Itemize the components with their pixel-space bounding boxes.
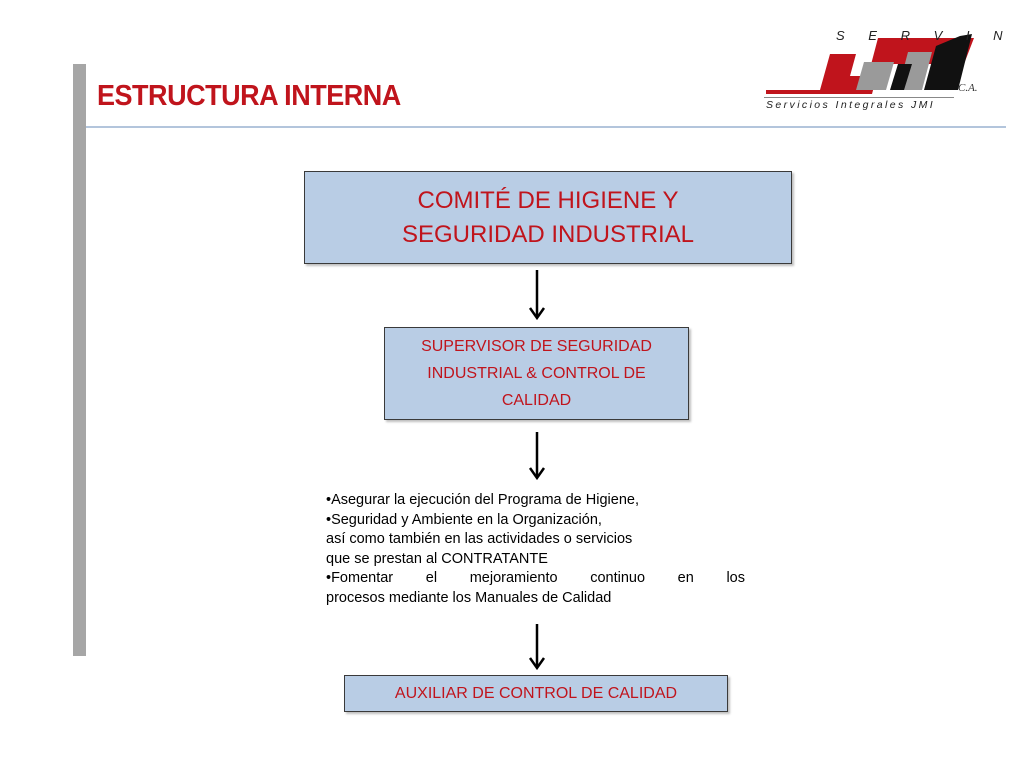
responsibility-line: así como también en las actividades o servicios (326, 531, 633, 547)
arrow-down-icon (527, 432, 547, 482)
supervisor-line-1: SUPERVISOR DE SEGURIDAD (421, 338, 652, 355)
responsibility-line: •Seguridad y Ambiente en la Organización, (326, 511, 602, 528)
quality-assistant-label: AUXILIAR DE CONTROL DE CALIDAD (394, 684, 678, 702)
responsibilities-text (326, 491, 745, 608)
logo-name: S E R V I N (836, 28, 1013, 43)
supervisor-line-3: CALIDAD (501, 392, 572, 409)
logo-divider (764, 97, 954, 98)
company-logo (760, 24, 1013, 124)
committee-line-1: COMITÉ DE HIGIENE Y (417, 186, 679, 214)
supervisor-line-2: INDUSTRIAL & CONTROL DE (427, 365, 646, 382)
committee-line-2: SEGURIDAD INDUSTRIAL (401, 220, 695, 248)
page-title: ESTRUCTURA INTERNA (97, 80, 401, 112)
responsibility-line: procesos mediante los Manuales de Calidad (326, 589, 612, 606)
supervisor-box (384, 327, 689, 420)
responsibility-line: que se prestan al CONTRATANTE (326, 550, 548, 567)
title-divider (86, 126, 1006, 128)
logo-suffix: C.A. (958, 82, 978, 94)
arrow-down-icon (527, 270, 547, 322)
committee-box (304, 171, 792, 264)
responsibility-line: •Fomentar el mejoramiento continuo en los (326, 570, 745, 586)
arrow-down-icon (527, 624, 547, 672)
logo-tagline: Servicios Integrales JMI (766, 99, 936, 111)
responsibility-line: •Asegurar la ejecución del Programa de Higiene, (326, 492, 639, 508)
accent-side-bar (73, 64, 86, 656)
quality-assistant-box (344, 675, 728, 712)
